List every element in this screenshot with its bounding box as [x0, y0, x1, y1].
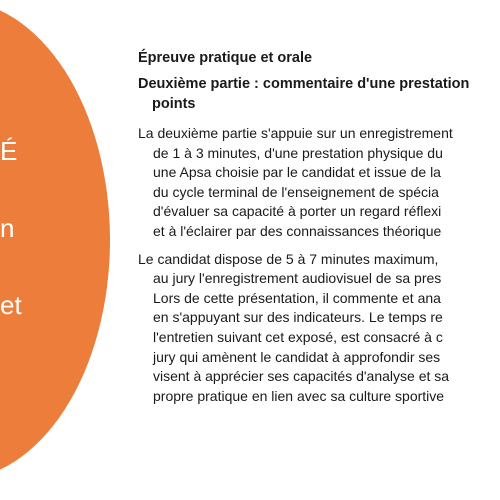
paragraph-line: propre pratique en lien avec sa culture sportive: [153, 387, 445, 404]
orange-decorative-disc: [0, 0, 110, 480]
paragraph-candidate: [138, 250, 500, 407]
paragraph-line: au jury l'enregistrement audiovisuel de sa pres: [153, 270, 442, 287]
paragraph-recording: [138, 124, 500, 242]
paragraph-line: et à l'éclairer par des connaissances théorique: [153, 222, 442, 239]
paragraph-line: de 1 à 3 minutes, d'une prestation physique du: [153, 144, 443, 161]
paragraph-line: visent à apprécier ses capacités d'analyse et sa: [153, 368, 450, 385]
paragraph-line: La deuxième partie s'appuie sur un enregistrement: [138, 125, 453, 141]
paragraph-line: l'entretien suivant cet exposé, est consacré à c: [153, 328, 443, 345]
subheading-continuation: points: [152, 96, 196, 112]
disc-text-fragment: et: [0, 290, 22, 320]
slide-content: [138, 48, 500, 406]
disc-text-fragment: n: [0, 213, 15, 243]
disc-text-fragment: É: [0, 136, 18, 166]
paragraph-line: en s'appuyant sur des indicateurs. Le temps re: [153, 309, 443, 326]
paragraph-line: Lors de cette présentation, il commente et ana: [153, 289, 441, 306]
paragraph-line: une Apsa choisie par le candidat et issue de la: [153, 164, 441, 181]
paragraph-line: du cycle terminal de l'enseignement de spécia: [153, 183, 439, 200]
paragraph-line: d'évaluer sa capacité à porter un regard réflexi: [153, 203, 442, 220]
subheading-line: Deuxième partie : commentaire d'une prestation: [138, 76, 470, 92]
part-subheading: [138, 74, 500, 114]
paragraph-line: jury qui amènent le candidat à approfondir ses: [153, 348, 441, 365]
paragraph-line: Le candidat dispose de 5 à 7 minutes maximum,: [138, 250, 439, 267]
section-heading: Épreuve pratique et orale: [138, 50, 313, 66]
subheading-line: [138, 94, 500, 114]
